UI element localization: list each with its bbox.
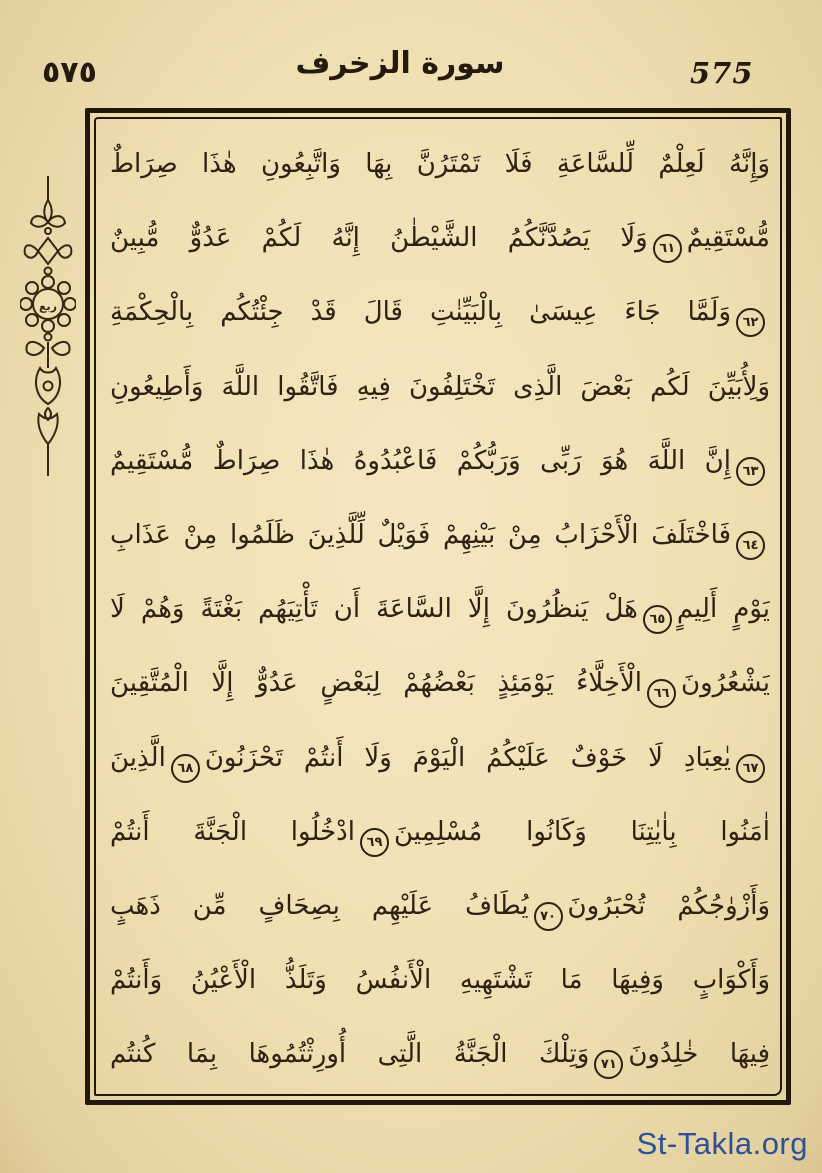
mushaf-line bbox=[110, 498, 770, 572]
ayah-text: وَلَمَّا جَاءَ عِيسَىٰ بِالْبَيِّنٰتِ قَالَ قَدْ جِئْتُكُم بِالْحِكْمَةِ bbox=[110, 297, 731, 328]
page-number-arabic: ٥٧٥ bbox=[42, 55, 97, 90]
ayah-text: وَلَا يَصُدَّنَّكُمُ الشَّيْطٰنُ إِنَّهُ لَكُمْ عَدُوٌّ مُّبِينٌ bbox=[110, 223, 648, 254]
ayah-text: مُّسْتَقِيمٌ bbox=[686, 223, 770, 254]
mushaf-line bbox=[110, 350, 770, 424]
ayah-text: وَإِنَّهُ لَعِلْمٌ لِّلسَّاعَةِ فَلَا تَمْتَرُنَّ بِهَا وَاتَّبِعُونِ هٰذَا صِرَاطٌ bbox=[110, 149, 770, 179]
verse-number-badge: ٦٧ bbox=[736, 754, 765, 783]
mushaf-line bbox=[110, 275, 770, 349]
verse-number-badge: ٦٨ bbox=[171, 754, 200, 783]
mushaf-line bbox=[110, 201, 770, 275]
ayah-text: الْأَخِلَّاءُ يَوْمَئِذٍ بَعْضُهُمْ لِبَعْضٍ عَدُوٌّ إِلَّا الْمُتَّقِينَ bbox=[110, 668, 643, 699]
ayah-text: يُطَافُ عَلَيْهِم بِصِحَافٍ مِّن ذَهَبٍ bbox=[110, 890, 529, 921]
verse-number-badge: ٦٤ bbox=[736, 531, 765, 560]
mushaf-line bbox=[110, 127, 770, 201]
mushaf-line bbox=[110, 646, 770, 720]
mushaf-line bbox=[110, 572, 770, 646]
page-border-frame bbox=[85, 108, 791, 1105]
ayah-text: وَلِأُبَيِّنَ لَكُم بَعْضَ الَّذِى تَخْتَلِفُونَ فِيهِ فَاتَّقُوا اللَّهَ وَأَطِيعُونِ bbox=[110, 371, 770, 402]
ayah-text: وَأَكْوَابٍ وَفِيهَا مَا تَشْتَهِيهِ الْأَنفُسُ وَتَلَذُّ الْأَعْيُنُ وَأَنتُمْ bbox=[110, 965, 770, 996]
ayah-text: فَاخْتَلَفَ الْأَحْزَابُ مِنْ بَيْنِهِمْ فَوَيْلٌ لِّلَّذِينَ ظَلَمُوا مِنْ عَذَابِ bbox=[110, 519, 731, 550]
verse-number-badge: ٦٥ bbox=[643, 605, 672, 634]
verse-number-badge: ٦٦ bbox=[647, 679, 676, 708]
verse-number-badge: ٧١ bbox=[594, 1050, 623, 1079]
rub-medallion-label: ربع bbox=[39, 300, 57, 313]
rub-hizb-ornament bbox=[20, 176, 76, 476]
ornament-drawing bbox=[20, 176, 76, 476]
ayah-text: وَأَزْوٰجُكُمْ تُحْبَرُونَ bbox=[567, 890, 770, 921]
verse-number-badge: ٦٢ bbox=[736, 308, 765, 337]
page-border-frame-inner bbox=[94, 117, 782, 1096]
ayah-text: فِيهَا خٰلِدُونَ bbox=[628, 1039, 770, 1070]
ayah-text: يَشْعُرُونَ bbox=[681, 668, 770, 699]
page-number-western: 575 bbox=[690, 56, 754, 90]
ayah-text: وَتِلْكَ الْجَنَّةُ الَّتِى أُورِثْتُمُوهَا بِمَا كُنتُم bbox=[110, 1039, 590, 1070]
verse-number-badge: ٦١ bbox=[653, 234, 682, 263]
mushaf-line bbox=[110, 1017, 770, 1091]
verse-number-badge: ٦٩ bbox=[360, 828, 389, 857]
ayah-text: اٰمَنُوا بِاٰيٰتِنَا وَكَانُوا مُسْلِمِينَ bbox=[393, 816, 770, 847]
mushaf-line bbox=[110, 721, 770, 795]
ayah-text: إِنَّ اللَّهَ هُوَ رَبِّى وَرَبُّكُمْ فَاعْبُدُوهُ هٰذَا صِرَاطٌ مُّسْتَقِيمٌ bbox=[110, 445, 731, 476]
mushaf-line bbox=[110, 869, 770, 943]
ayah-text: يٰعِبَادِ لَا خَوْفٌ عَلَيْكُمُ الْيَوْمَ وَلَا أَنتُمْ تَحْزَنُونَ bbox=[204, 742, 731, 773]
mushaf-lines bbox=[110, 127, 770, 1088]
ayah-text: ادْخُلُوا الْجَنَّةَ أَنتُمْ bbox=[110, 816, 355, 847]
verse-number-badge: ٦٣ bbox=[736, 457, 765, 486]
verse-number-badge: ٧٠ bbox=[534, 902, 563, 931]
watermark: St-Takla.org bbox=[636, 1126, 808, 1161]
mushaf-line bbox=[110, 424, 770, 498]
ayah-text: يَوْمٍ أَلِيمٍ bbox=[676, 594, 770, 625]
surah-title: سورة الزخرف bbox=[295, 46, 505, 81]
ayah-text: هَلْ يَنظُرُونَ إِلَّا السَّاعَةَ أَن تَأْتِيَهُم بَغْتَةً وَهُمْ لَا bbox=[110, 594, 638, 625]
mushaf-line bbox=[110, 943, 770, 1017]
ayah-text: الَّذِينَ bbox=[110, 742, 166, 773]
mushaf-line bbox=[110, 795, 770, 869]
